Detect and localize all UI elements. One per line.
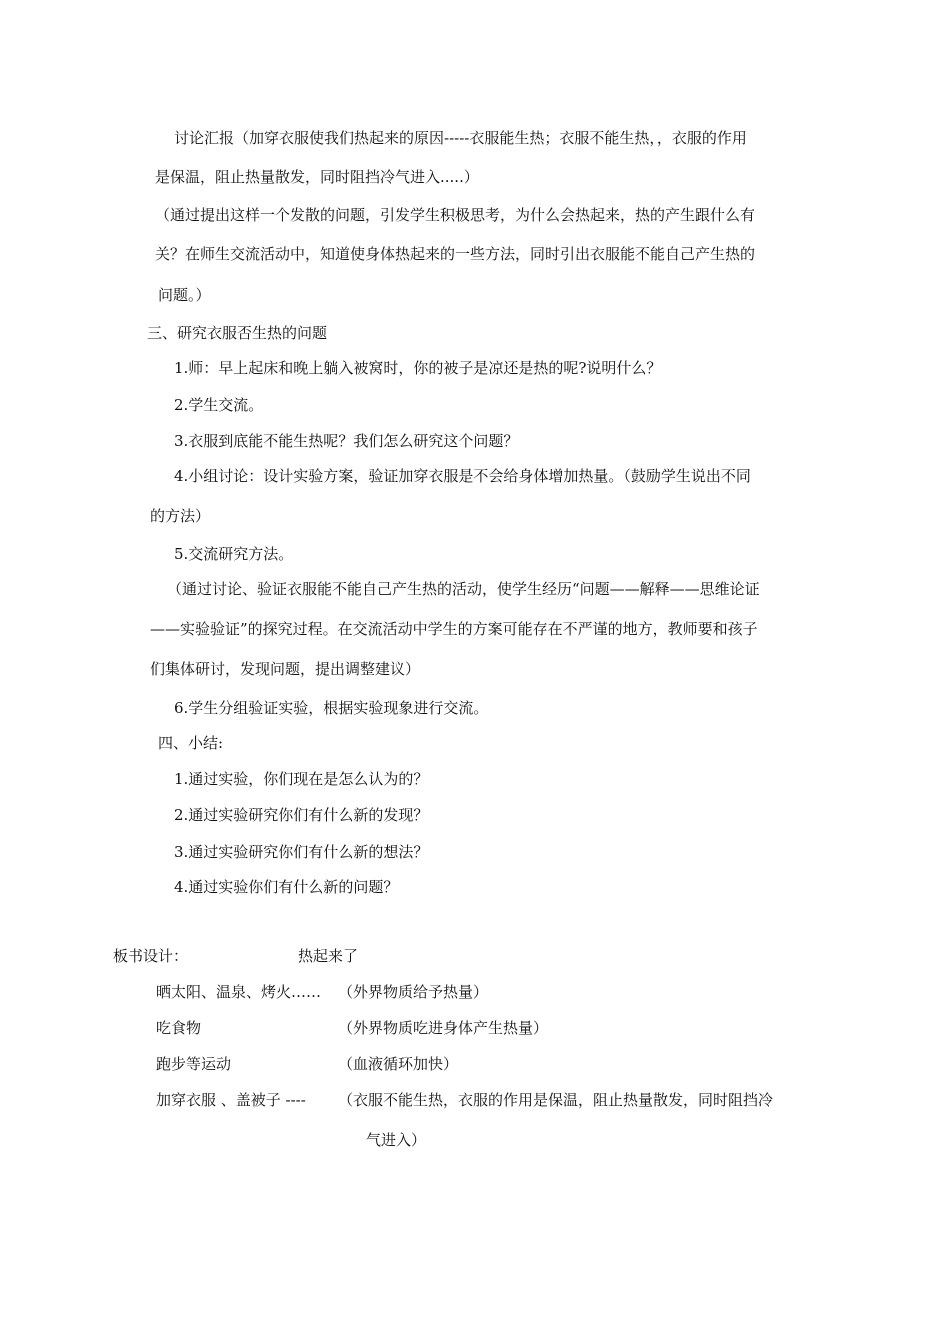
paragraph-line: （通过讨论、验证衣服能不能自己产生热的活动，使学生经历“问题——解释——思维论证 [167, 580, 760, 598]
board-note: （衣服不能生热，衣服的作用是保温，阻止热量散发，同时阻挡冷 [338, 1091, 774, 1109]
board-item: 吃食物 [156, 1019, 202, 1037]
section-heading: 四、小结: [158, 734, 224, 752]
paragraph-line: ——实验验证”的探究过程。在交流活动中学生的方案可能存在不严谨的地方，教师要和孩子 [150, 620, 758, 638]
board-note: （血液循环加快） [338, 1055, 459, 1073]
list-item: 1.师：早上起床和晚上躺入被窝时，你的被子是凉还是热的呢?说明什么？ [174, 359, 662, 377]
board-title: 热起来了 [298, 947, 359, 965]
paragraph-line: 关？在师生交流活动中，知道使身体热起来的一些方法，同时引出衣服能不能自己产生热的 [155, 245, 756, 263]
section-heading: 三、研究衣服否生热的问题 [147, 324, 328, 342]
list-item: 6.学生分组验证实验，根据实验现象进行交流。 [174, 699, 489, 717]
list-item: 3.衣服到底能不能生热呢？我们怎么研究这个问题？ [174, 432, 519, 450]
board-note-continued: 气进入） [366, 1131, 427, 1149]
board-item: 加穿衣服 、盖被子 ---- [156, 1091, 306, 1109]
paragraph-line: （通过提出这样一个发散的问题，引发学生积极思考，为什么会热起来，热的产生跟什么有 [155, 206, 756, 224]
paragraph-line: 是保温，阻止热量散发，同时阻挡冷气进入.....） [155, 168, 479, 186]
paragraph-line: 们集体研讨，发现问题，提出调整建议） [150, 660, 421, 678]
board-note: （外界物质给予热量） [338, 983, 489, 1001]
board-item: 晒太阳、温泉、烤火…… [156, 983, 322, 1001]
list-item: 3.通过实验研究你们有什么新的想法？ [174, 843, 429, 861]
paragraph-line: 问题。） [158, 286, 211, 304]
list-item: 4.小组讨论：设计实验方案，验证加穿衣服是不会给身体增加热量。（鼓励学生说出不同 [174, 467, 751, 485]
paragraph-line: 的方法） [150, 507, 211, 525]
list-item: 1.通过实验，你们现在是怎么认为的？ [174, 770, 429, 788]
list-item: 5.交流研究方法。 [174, 545, 294, 563]
list-item: 2.通过实验研究你们有什么新的发现？ [174, 806, 429, 824]
list-item: 2.学生交流。 [174, 396, 264, 414]
list-item: 4.通过实验你们有什么新的问题？ [174, 878, 399, 896]
board-label: 板书设计： [113, 947, 189, 965]
board-item: 跑步等运动 [156, 1055, 232, 1073]
paragraph-line: 讨论汇报（加穿衣服使我们热起来的原因-----衣服能生热；衣服不能生热，，衣服的作用 [174, 129, 747, 147]
board-note: （外界物质吃进身体产生热量） [338, 1019, 549, 1037]
